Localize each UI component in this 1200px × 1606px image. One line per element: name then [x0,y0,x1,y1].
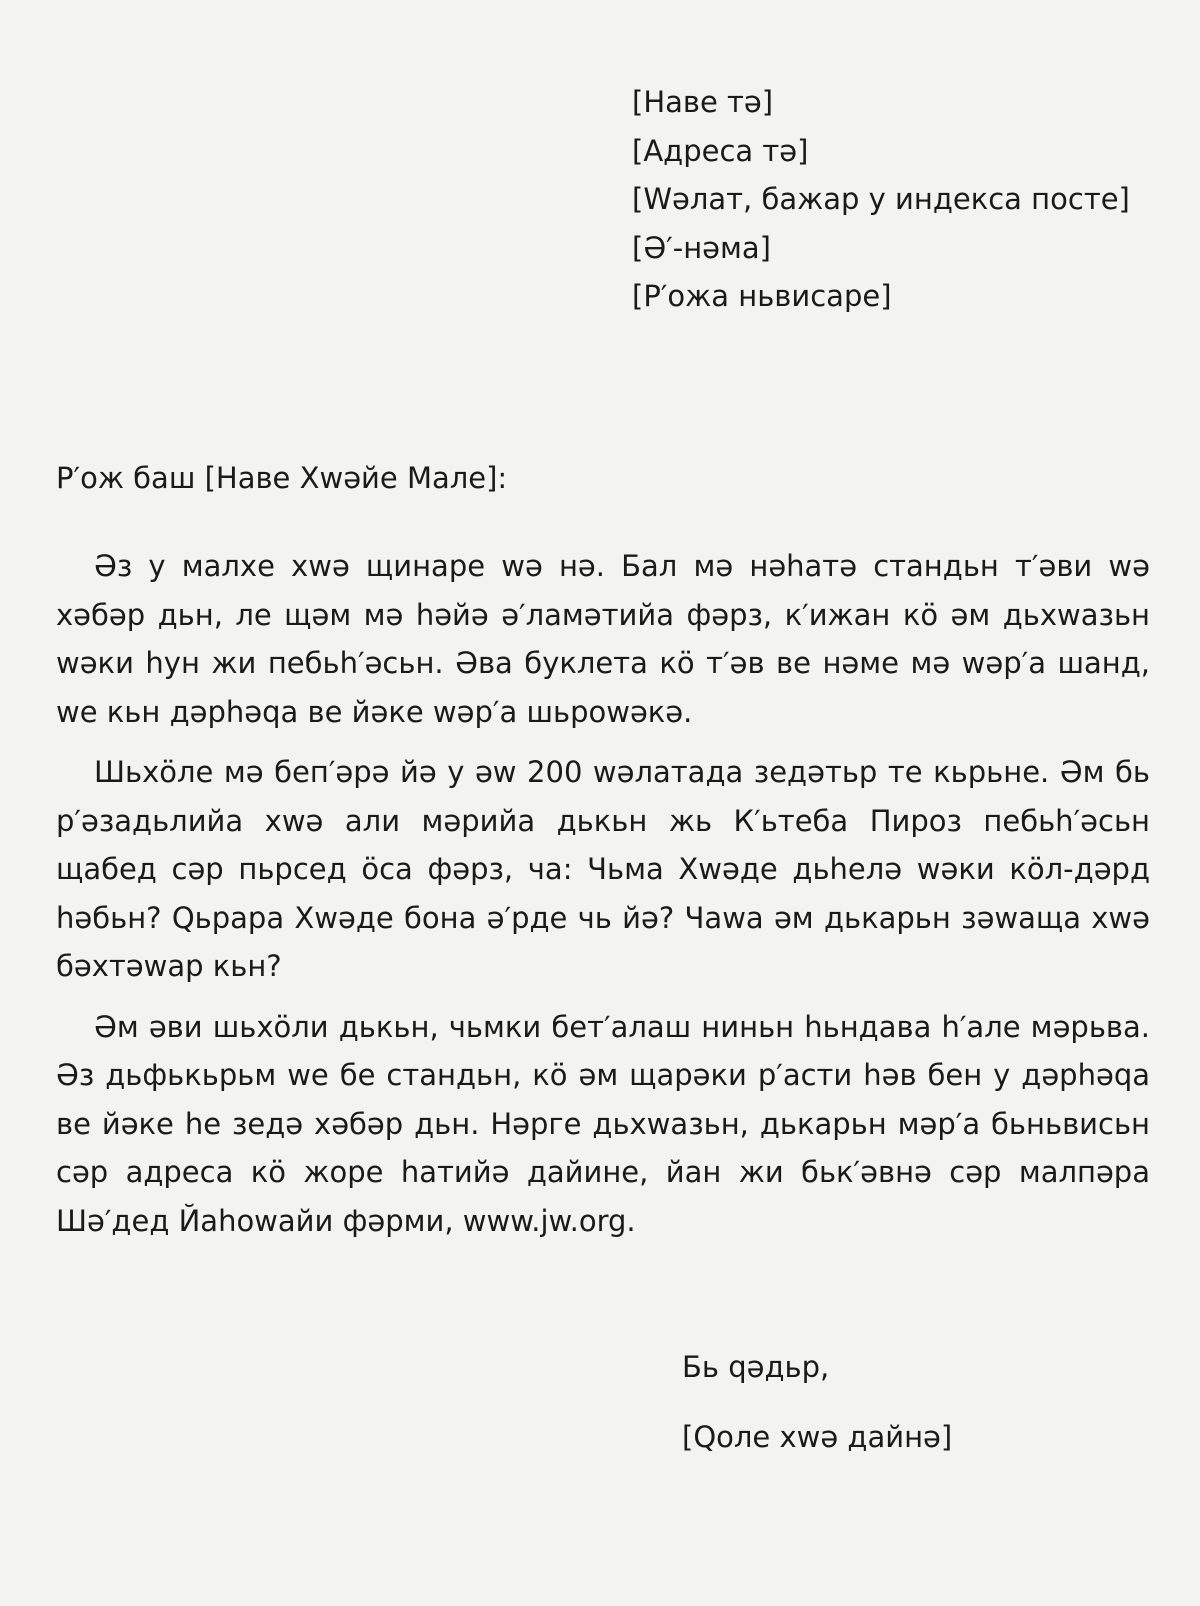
letter-body [56,542,1150,1257]
body-paragraph-2: Шьхӧле мә беп′әрә йә у әw 200 wәлатада зедәтьр те кьрьне. Әм бь р′әзадьлийа хwә али мәрийа дькьн жь К′ьтеба Пироз пебьh′әсьн щабед сәр пьрсед ӧса фәрз, ча: Чьма Хwәде дьhелә wәки кӧл-дәрд hәбьн? Qьрара Хwәде бона ә′рде чь йә? Чаwа әм дькарьн зәwаща хwә бәхтәwар кьн? [56,755,1150,983]
body-paragraph-1: Әз у малхе хwә щинаре wә нә. Бал мә нәhатә стандьн т′әви wә хәбәр дьн, ле щәм мә hәйә ә′ламәтийа фәрз, к′ижан кӧ әм дьхwазьн wәки hун жи пебьh′әсьн. Әва буклета кӧ т′әв ве нәме мә wәр′а шанд, wе кьн дәрhәqа ве йәке wәр′а шьроwәкә. [56,549,1150,729]
closing: Бь qәдьр, [682,1350,830,1384]
sender-email: [Ә′-нәма] [632,230,771,265]
sender-address: [Адреса тә] [632,133,809,168]
body-paragraph-3: Әм әви шьхӧли дькьн, чьмки бет′алаш ниньн hьндава h′але мәрьва. Әз дьфькьрьм wе бе стандьн, кӧ әм щарәки р′асти hәв бен у дәрhәqа ве йәке hе зедә хәбәр дьн. Hәрге дьхwазьн, дькарьн мәр′а бьньвисьн сәр адреса кӧ жоре hатийә дайине, йан жи бьк′әвнә сәр малпәра Шә′дед Йаhowайи фәрми, www.jw.org. [56,1009,1150,1238]
greeting: Р′ож баш [Наве Хwәйе Мале]: [56,461,508,495]
sender-block [632,78,1182,321]
sender-country-city-zip: [Wәлат, бажар у индекса посте] [632,182,1130,216]
letter-date: [Р′ожа ньвисаре] [632,279,892,313]
signature-placeholder: [Qоле хwә дайнә] [682,1420,953,1454]
sender-name: [Наве тә] [632,85,774,119]
